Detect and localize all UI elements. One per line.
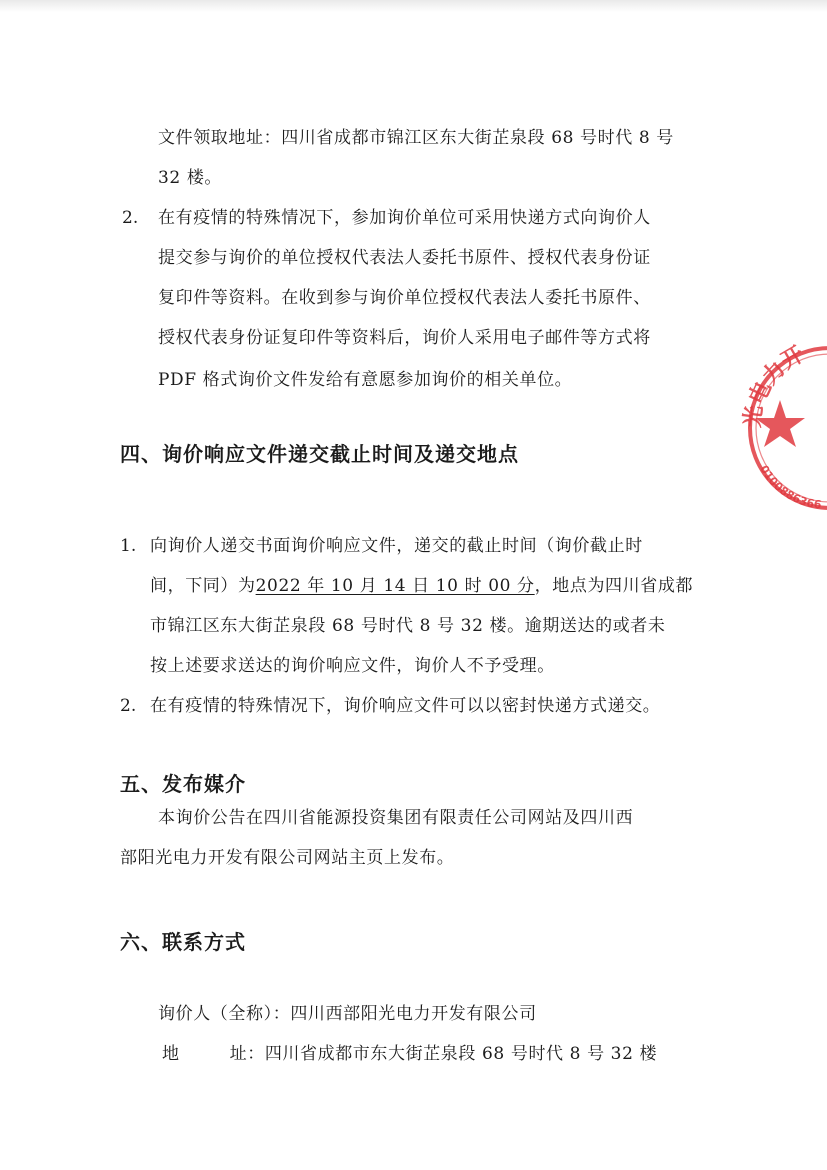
deadline-line-2 — [150, 574, 693, 598]
inquirer-value: 四川西部阳光电力开发有限公司 — [290, 1004, 537, 1024]
list-item-line: 在有疫情的特殊情况下，参加询价单位可采用快递方式向询价人 — [158, 208, 651, 228]
list-number: 1. — [120, 536, 137, 556]
list-item-line: 复印件等资料。在收到参与询价单位授权代表法人委托书原件、 — [158, 288, 651, 308]
inquirer-label: 询价人（全称）： — [158, 1004, 291, 1024]
section-heading-5: 五、发布媒介 — [120, 772, 246, 796]
list-number: 2. — [122, 208, 139, 228]
section-heading-6: 六、联系方式 — [120, 930, 246, 954]
media-line-2: 部阳光电力开发有限公司网站主页上发布。 — [120, 848, 455, 868]
address-label-1: 地 — [162, 1044, 180, 1064]
deadline-line-4: 按上述要求送达的询价响应文件，询价人不予受理。 — [150, 656, 555, 676]
contact-address — [162, 1042, 657, 1066]
deadline-prefix: 间，下同）为 — [150, 576, 256, 596]
section-heading-4: 四、询价响应文件递交截止时间及递交地点 — [120, 442, 519, 466]
company-seal-stamp — [742, 338, 827, 518]
contact-inquirer — [158, 1002, 537, 1026]
pickup-address-line: 文件领取地址：四川省成都市锦江区东大街芷泉段 68 号时代 8 号 — [158, 128, 674, 148]
deadline-suffix: ，地点为四川省成都 — [534, 576, 694, 596]
list-item-line: 提交参与询价的单位授权代表法人委托书原件、授权代表身份证 — [158, 248, 651, 268]
page-top-edge — [0, 0, 827, 12]
deadline-line-3: 市锦江区东大街芷泉段 68 号时代 8 号 32 楼。逾期送达的或者未 — [150, 616, 666, 636]
media-line-1: 本询价公告在四川省能源投资集团有限责任公司网站及四川西 — [158, 808, 634, 828]
deadline-line-1: 向询价人递交书面询价响应文件，递交的截止时间（询价截止时 — [150, 536, 643, 556]
pickup-address-line-cont: 32 楼。 — [158, 168, 223, 188]
seal-number-arc: 0100886366 — [757, 463, 823, 512]
list-item-line: PDF 格式询价文件发给有意愿参加询价的相关单位。 — [158, 370, 573, 390]
address-value: 四川省成都市东大街芷泉段 68 号时代 8 号 32 楼 — [264, 1044, 658, 1064]
deadline-datetime: 2022 年 10 月 14 日 10 时 00 分 — [255, 576, 535, 596]
seal-arc-text: 光电力开 — [740, 341, 809, 429]
courier-line: 在有疫情的特殊情况下，询价响应文件可以以密封快递方式递交。 — [150, 696, 661, 716]
list-number: 2. — [120, 696, 137, 716]
address-label-2: 址： — [229, 1044, 265, 1064]
list-item-line: 授权代表身份证复印件等资料后，询价人采用电子邮件等方式将 — [158, 328, 651, 348]
